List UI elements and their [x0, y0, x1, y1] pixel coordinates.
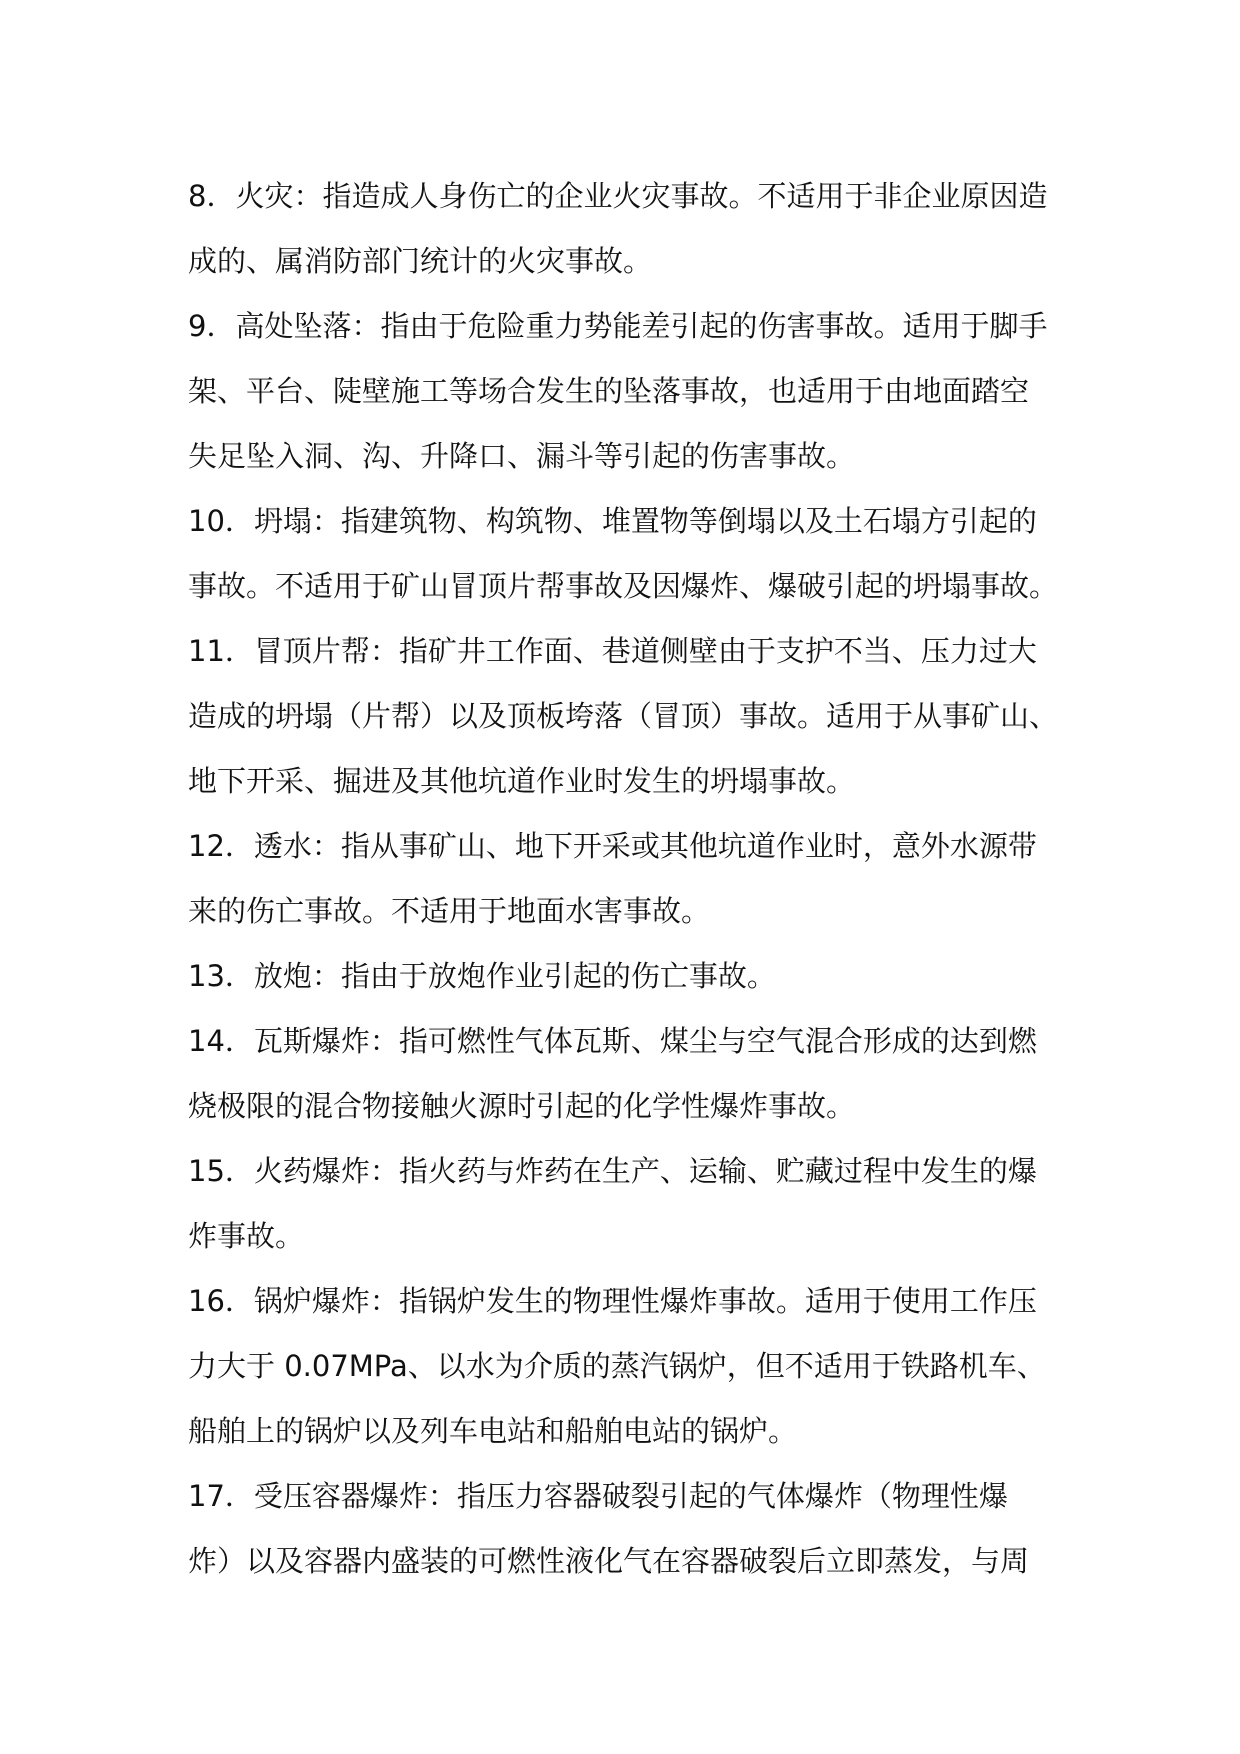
document-body: [188, 164, 1068, 1594]
text-line: 架、平台、陡壁施工等场合发生的坠落事故，也适用于由地面踏空: [188, 374, 1030, 408]
text-line: 11．冒顶片帮：指矿井工作面、巷道侧壁由于支护不当、压力过大: [188, 634, 1037, 668]
text-line: 来的伤亡事故。不适用于地面水害事故。: [188, 894, 711, 928]
text-line: 炸事故。: [188, 1219, 305, 1253]
text-line: 9．高处坠落：指由于危险重力势能差引起的伤害事故。适用于脚手: [188, 309, 1048, 343]
text-line: 力大于 0.07MPa、以水为介质的蒸汽锅炉，但不适用于铁路机车、: [188, 1349, 1046, 1383]
text-line: 事故。不适用于矿山冒顶片帮事故及因爆炸、爆破引起的坍塌事故。: [188, 569, 1059, 603]
text-line: 13．放炮：指由于放炮作业引起的伤亡事故。: [188, 959, 776, 993]
text-line: 炸）以及容器内盛装的可燃性液化气在容器破裂后立即蒸发，与周: [188, 1544, 1030, 1578]
text-line: 8．火灾：指造成人身伤亡的企业火灾事故。不适用于非企业原因造: [188, 179, 1048, 213]
text-line: 烧极限的混合物接触火源时引起的化学性爆炸事故。: [188, 1089, 856, 1123]
text-line: 成的、属消防部门统计的火灾事故。: [188, 244, 653, 278]
text-line: 15．火药爆炸：指火药与炸药在生产、运输、贮藏过程中发生的爆: [188, 1154, 1037, 1188]
text-line: 10．坍塌：指建筑物、构筑物、堆置物等倒塌以及土石塌方引起的: [188, 504, 1037, 538]
text-line: 14．瓦斯爆炸：指可燃性气体瓦斯、煤尘与空气混合形成的达到燃: [188, 1024, 1037, 1058]
text-line: 12．透水：指从事矿山、地下开采或其他坑道作业时，意外水源带: [188, 829, 1037, 863]
text-line: 船舶上的锅炉以及列车电站和船舶电站的锅炉。: [188, 1414, 798, 1448]
text-line: 地下开采、掘进及其他坑道作业时发生的坍塌事故。: [188, 764, 856, 798]
text-line: 17．受压容器爆炸：指压力容器破裂引起的气体爆炸（物理性爆: [188, 1479, 1008, 1513]
text-line: 16．锅炉爆炸：指锅炉发生的物理性爆炸事故。适用于使用工作压: [188, 1284, 1037, 1318]
text-line: 造成的坍塌（片帮）以及顶板垮落（冒顶）事故。适用于从事矿山、: [188, 699, 1059, 733]
text-line: 失足坠入洞、沟、升降口、漏斗等引起的伤害事故。: [188, 439, 856, 473]
